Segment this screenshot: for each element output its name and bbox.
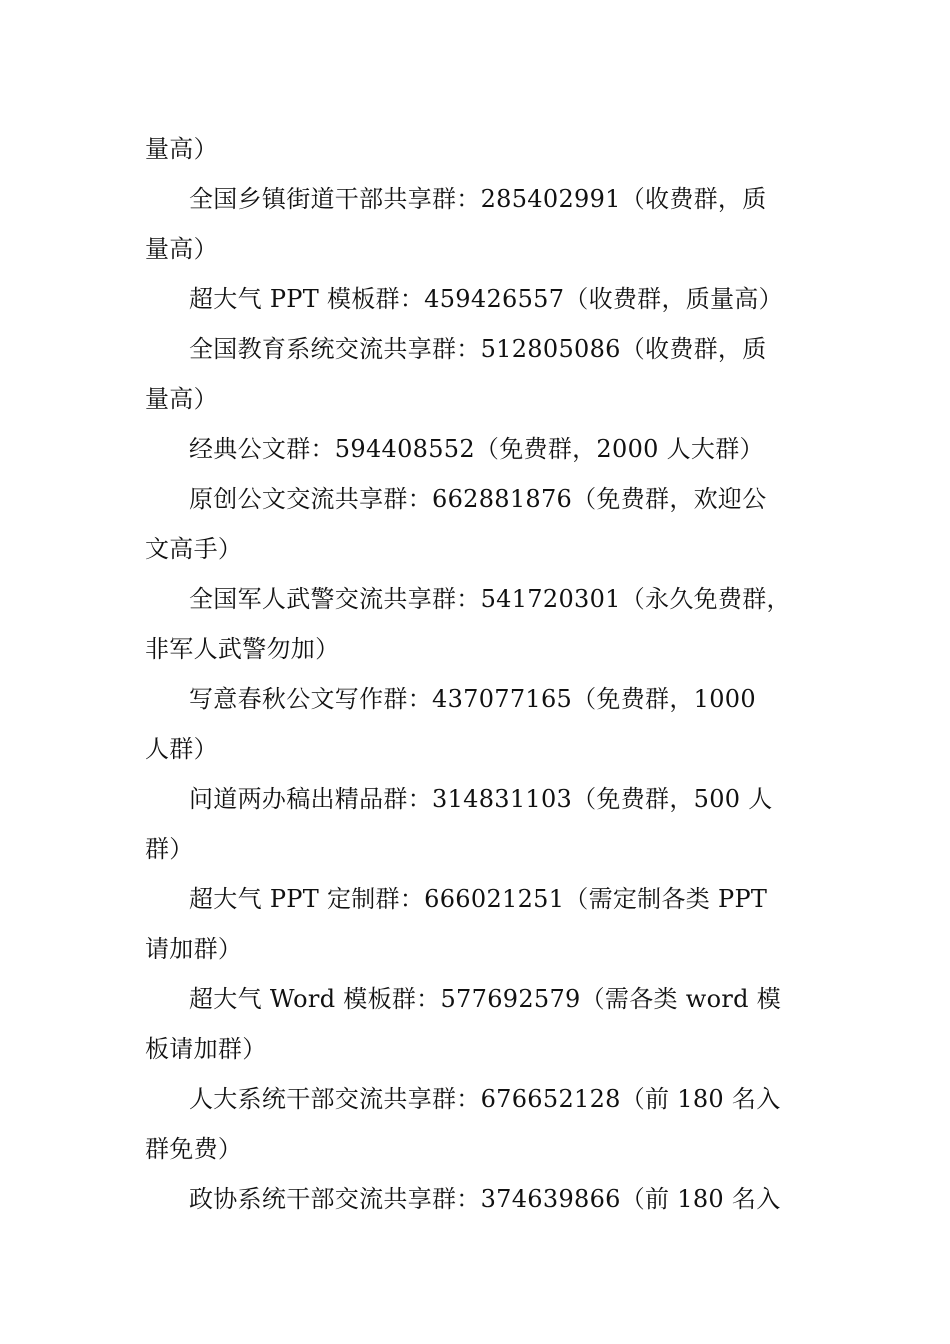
- paragraph: [145, 574, 810, 674]
- paragraph: [145, 474, 810, 574]
- paragraph: [145, 324, 810, 424]
- text-line: 原创公文交流共享群：662881876（免费群，欢迎公: [189, 485, 767, 513]
- paragraph: [145, 974, 810, 1074]
- text-line: 请加群）: [145, 935, 243, 963]
- text-line: 人大系统干部交流共享群：676652128（前 180 名入: [189, 1085, 781, 1113]
- text-line: 量高）: [145, 385, 218, 413]
- paragraph: [145, 1174, 810, 1224]
- text-line: 写意春秋公文写作群：437077165（免费群，1000: [189, 685, 756, 713]
- document-body: [145, 124, 810, 1224]
- paragraph: [145, 424, 810, 474]
- paragraph: [145, 1074, 810, 1174]
- paragraph: [145, 874, 810, 974]
- text-line: 量高）: [145, 235, 218, 263]
- text-line: 超大气 PPT 定制群：666021251（需定制各类 PPT: [189, 885, 768, 913]
- text-line: 文高手）: [145, 535, 243, 563]
- text-line: 量高）: [145, 135, 218, 163]
- text-line: 全国军人武警交流共享群：541720301（永久免费群，: [189, 585, 791, 613]
- paragraph: [145, 774, 810, 874]
- text-line: 板请加群）: [145, 1035, 267, 1063]
- text-line: 超大气 Word 模板群：577692579（需各类 word 模: [189, 985, 781, 1013]
- paragraph: [145, 124, 810, 174]
- paragraph: [145, 274, 810, 324]
- text-line: 非军人武警勿加）: [145, 635, 340, 663]
- paragraph: [145, 174, 810, 274]
- paragraph: [145, 674, 810, 774]
- text-line: 群免费）: [145, 1135, 243, 1163]
- text-line: 问道两办稿出精品群：314831103（免费群，500 人: [189, 785, 773, 813]
- text-line: 全国教育系统交流共享群：512805086（收费群，质: [189, 335, 767, 363]
- text-line: 政协系统干部交流共享群：374639866（前 180 名入: [189, 1185, 781, 1213]
- text-line: 全国乡镇街道干部共享群：285402991（收费群，质: [189, 185, 767, 213]
- text-line: 人群）: [145, 735, 218, 763]
- text-line: 超大气 PPT 模板群：459426557（收费群，质量高）: [189, 285, 783, 313]
- text-line: 群）: [145, 835, 194, 863]
- text-line: 经典公文群：594408552（免费群，2000 人大群）: [189, 435, 764, 463]
